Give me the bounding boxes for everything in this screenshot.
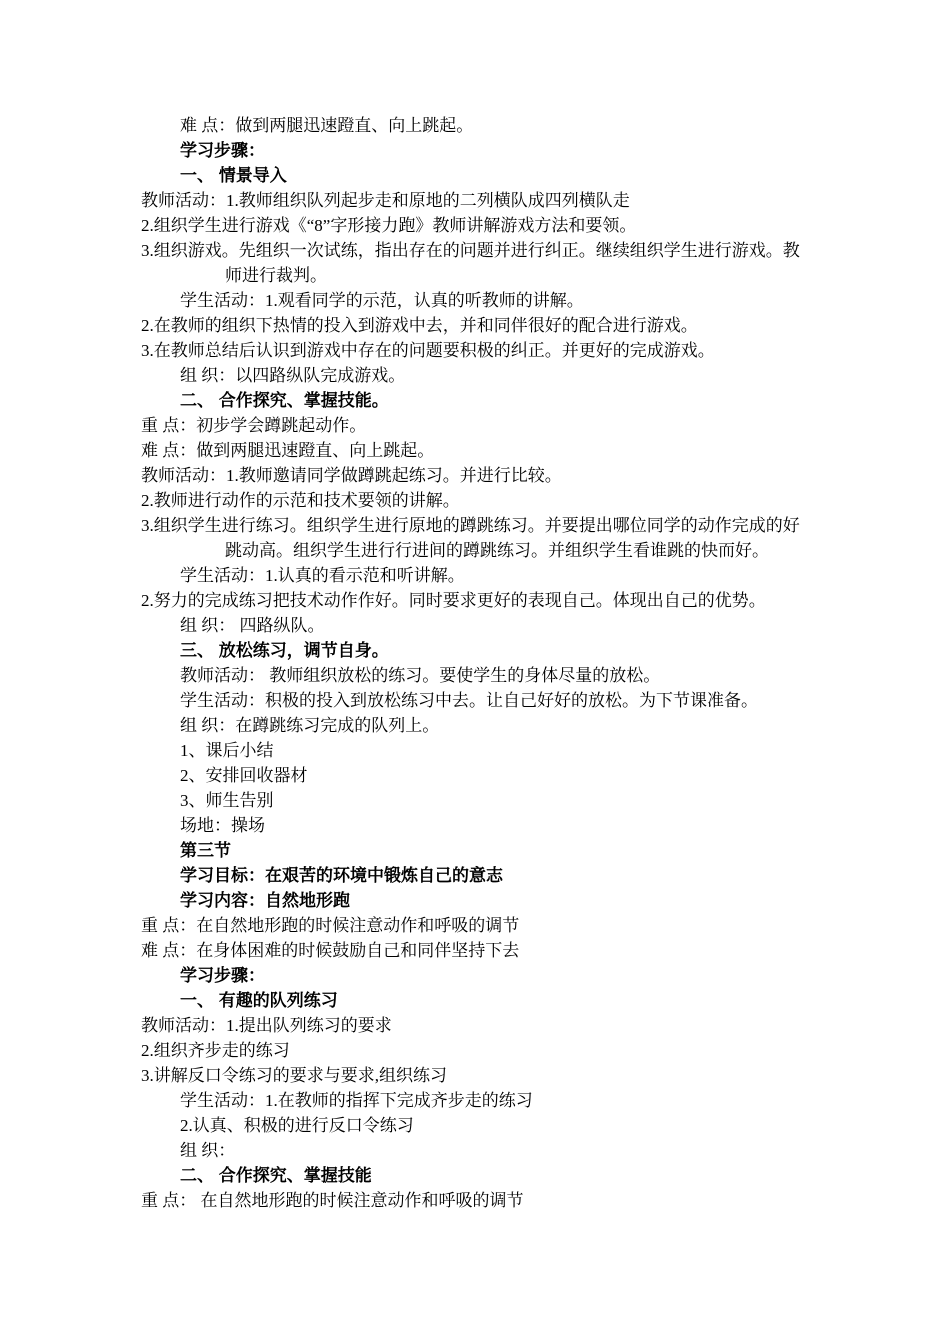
heading-line: 学习步骤： [180,141,265,160]
text-line: 1、课后小结 [180,741,274,760]
text-line: 场地：操场 [180,816,265,835]
text-line: 2.组织学生进行游戏《“8”字形接力跑》教师讲解游戏方法和要领。 [141,216,637,235]
text-line: 3、师生告别 [180,791,274,810]
document-body [141,113,831,1213]
text-line: 重 点： 在自然地形跑的时候注意动作和呼吸的调节 [141,1191,524,1210]
text-line: 教师活动：1.提出队列练习的要求 [141,1016,392,1035]
heading-line: 二、 合作探究、掌握技能。 [180,391,389,410]
text-line: 学生活动：1.认真的看示范和听讲解。 [180,566,465,585]
text-line: 3.在教师总结后认识到游戏中存在的问题要积极的纠正。并更好的完成游戏。 [141,341,715,360]
heading-line: 二、 合作探究、掌握技能 [180,1166,372,1185]
text-line: 3.组织学生进行练习。组织学生进行原地的蹲跳练习。并要提出哪位同学的动作完成的好 [141,516,800,535]
text-line: 难 点：在身体困难的时候鼓励自己和同伴坚持下去 [141,941,520,960]
text-line: 教师活动：1.教师邀请同学做蹲跳起练习。并进行比较。 [141,466,562,485]
text-line: 2.教师进行动作的示范和技术要领的讲解。 [141,491,460,510]
text-line: 2、安排回收器材 [180,766,308,785]
text-line: 组 织： 四路纵队。 [180,616,325,635]
heading-line: 学习内容：自然地形跑 [180,891,350,910]
text-line: 2.在教师的组织下热情的投入到游戏中去，并和同伴很好的配合进行游戏。 [141,316,698,335]
heading-line: 一、 有趣的队列练习 [180,991,338,1010]
text-line: 2.组织齐步走的练习 [141,1041,290,1060]
text-line: 重 点：在自然地形跑的时候注意动作和呼吸的调节 [141,916,520,935]
heading-line: 学习目标：在艰苦的环境中锻炼自己的意志 [180,866,503,885]
heading-line: 学习步骤： [180,966,265,985]
heading-line: 一、 情景导入 [180,166,287,185]
text-line: 学生活动：1.在教师的指挥下完成齐步走的练习 [180,1091,533,1110]
text-line: 2.认真、积极的进行反口令练习 [180,1116,414,1135]
text-line: 学生活动：积极的投入到放松练习中去。让自己好好的放松。为下节课准备。 [180,691,758,710]
text-line: 教师活动：1.教师组织队列起步走和原地的二列横队成四列横队走 [141,191,630,210]
text-line: 跳动高。组织学生进行行进间的蹲跳练习。并组织学生看谁跳的快而好。 [225,541,769,560]
text-line: 教师活动： 教师组织放松的练习。要使学生的身体尽量的放松。 [180,666,661,685]
text-line: 2.努力的完成练习把技术动作作好。同时要求更好的表现自己。体现出自己的优势。 [141,591,766,610]
heading-line: 第三节 [180,841,231,860]
text-line: 组 织：在蹲跳练习完成的队列上。 [180,716,440,735]
text-line: 组 织：以四路纵队完成游戏。 [180,366,406,385]
text-line: 难 点：做到两腿迅速蹬直、向上跳起。 [180,116,474,135]
text-line: 难 点：做到两腿迅速蹬直、向上跳起。 [141,441,435,460]
text-line: 组 织： [180,1141,236,1160]
text-line: 3.组织游戏。先组织一次试练，指出存在的问题并进行纠正。继续组织学生进行游戏。教 [141,241,800,260]
text-line: 师进行裁判。 [225,266,327,285]
text-line: 重 点：初步学会蹲跳起动作。 [141,416,367,435]
heading-line: 三、 放松练习，调节自身。 [180,641,389,660]
text-line: 3.讲解反口令练习的要求与要求,组织练习 [141,1066,447,1085]
text-line: 学生活动：1.观看同学的示范，认真的听教师的讲解。 [180,291,584,310]
